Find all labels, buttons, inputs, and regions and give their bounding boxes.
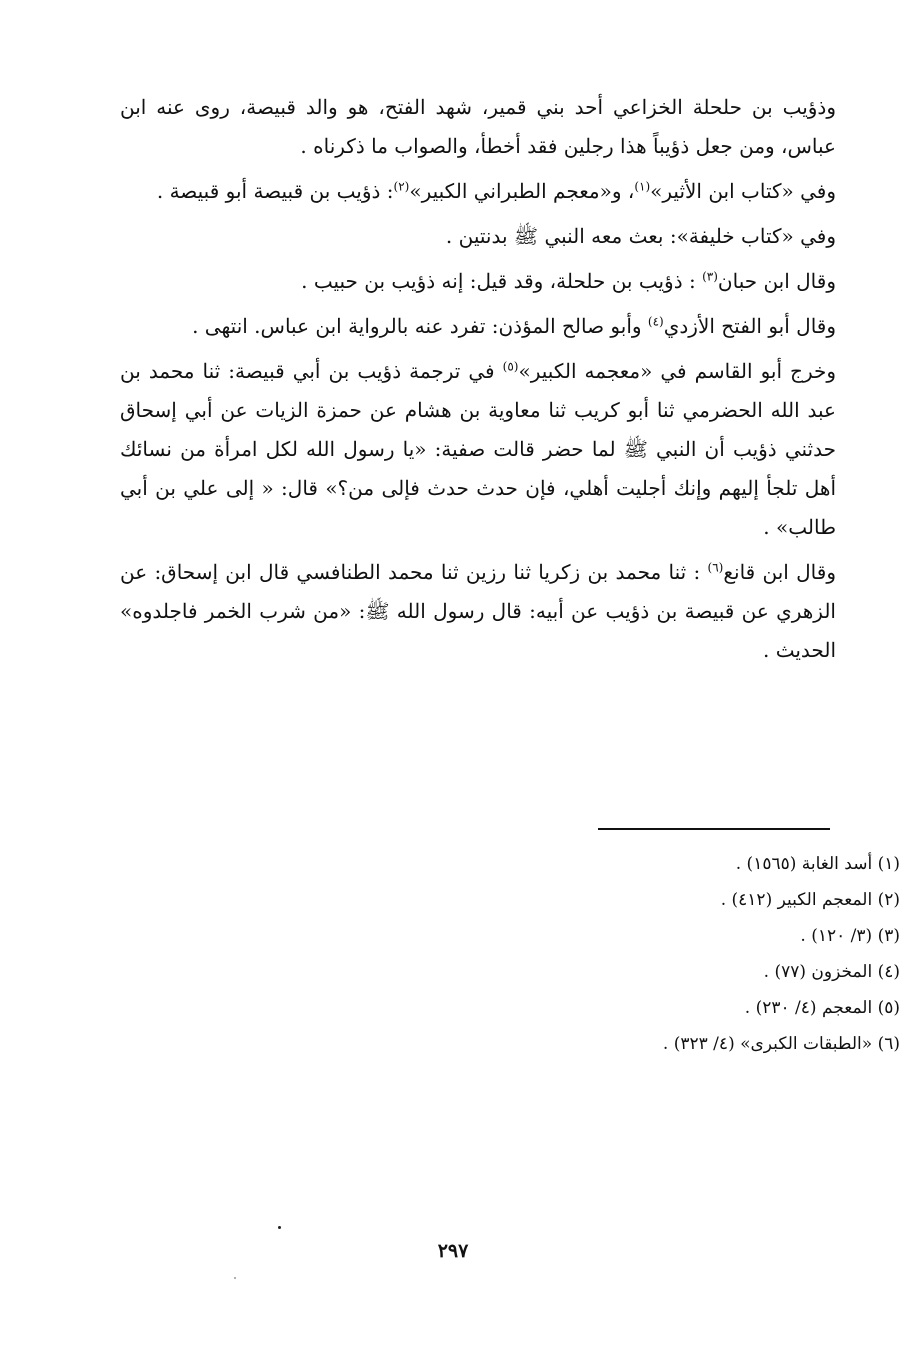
- paragraph: [120, 217, 836, 256]
- footnote-marker: (٦): [707, 560, 724, 575]
- scan-speck: [278, 1226, 281, 1229]
- paragraph: [120, 352, 836, 547]
- page-number: ٢٩٧: [437, 1240, 469, 1262]
- paragraph-text: : ذؤيب بن حلحلة، وقد قيل: إنه ذؤيب بن حبيب .: [301, 269, 703, 293]
- paragraph: [120, 88, 836, 166]
- paragraph: [120, 172, 836, 211]
- paragraph-text: وقال ابن حبان: [717, 269, 836, 293]
- paragraph-text: ، و«معجم الطبراني الكبير»: [409, 179, 635, 203]
- paragraph-text: وخرج أبو القاسم في «معجمه الكبير»: [518, 359, 837, 383]
- main-text: [120, 88, 836, 670]
- footnote-marker: (٤): [647, 314, 664, 329]
- paragraph: [120, 307, 836, 346]
- footnote-5: (٥) المعجم (٤/ ٢٣٠) .: [744, 998, 900, 1018]
- footnote-1: (١) أسد الغابة (١٥٦٥) .: [735, 854, 900, 874]
- paragraph: [120, 553, 836, 670]
- paragraph-text: : ثنا محمد بن زكريا ثنا رزين ثنا محمد الطنافسي قال ابن إسحاق: عن الزهري عن قبيصة بن ذؤيب عن أبيه: قال رسول الله ﷺ: «من شرب الخمر فاجلدوه» الحديث .: [120, 560, 836, 662]
- footnote-marker: (٣): [702, 269, 718, 284]
- paragraph-text: وقال أبو الفتح الأزدي: [663, 314, 836, 338]
- footnote-separator: [598, 828, 830, 830]
- footnote-2: (٢) المعجم الكبير (٤١٢) .: [720, 890, 900, 910]
- footnotes: [200, 846, 900, 1062]
- page-body: [120, 88, 836, 676]
- footnote-6: (٦) «الطبقات الكبرى» (٤/ ٣٢٣) .: [662, 1034, 900, 1054]
- footnote-marker: (٢): [393, 179, 410, 194]
- footnote-marker: (٥): [502, 359, 519, 374]
- footnote-3: (٣) (٣/ ١٢٠) .: [800, 926, 900, 946]
- paragraph-text: في ترجمة ذؤيب بن أبي قبيصة: ثنا محمد بن عبد الله الحضرمي ثنا أبو كريب ثنا معاوية بن هشام عن حمزة الزيات عن أبي إسحاق حدثني ذؤيب أن النبي ﷺ لما حضر قالت صفية: «يا رسول الله لكل امرأة من نسائك أهل تلجأ إليهم وإنك أجليت أهلي، فإن حدث حدث فإلى من؟» قال: « إلى علي بن أبي طالب» .: [120, 359, 836, 539]
- paragraph-text: وفي «كتاب خليفة»: بعث معه النبي ﷺ بدنتين .: [445, 224, 836, 248]
- scan-speck: [234, 1277, 236, 1279]
- paragraph-text: وذؤيب بن حلحلة الخزاعي أحد بني قمير، شهد الفتح، هو والد قبيصة، روى عنه ابن عباس، ومن جعل ذؤيباً هذا رجلين فقد أخطأ، والصواب ما ذكرناه .: [120, 95, 836, 158]
- paragraph-text: وأبو صالح المؤذن: تفرد عنه بالرواية ابن عباس. انتهى .: [192, 314, 648, 338]
- paragraph: [120, 262, 836, 301]
- paragraph-text: وقال ابن قانع: [723, 560, 836, 584]
- paragraph-text: وفي «كتاب ابن الأثير»: [650, 179, 836, 203]
- footnote-marker: (١): [634, 179, 651, 194]
- footnote-4: (٤) المخزون (٧٧) .: [763, 962, 900, 982]
- paragraph-text: : ذؤيب بن قبيصة أبو قبيصة .: [156, 179, 394, 203]
